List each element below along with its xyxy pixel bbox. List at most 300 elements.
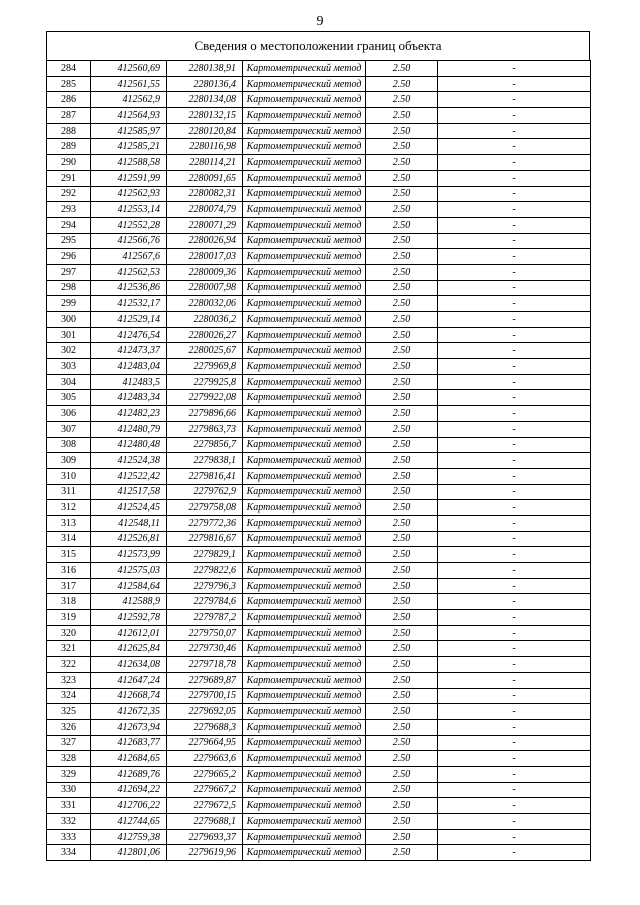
precision-cell: 2.50 (366, 563, 438, 579)
method-cell: Картометрический метод (243, 155, 366, 171)
x-coordinate-cell: 412585,97 (91, 123, 167, 139)
table-row (47, 327, 591, 343)
x-coordinate-cell: 412647,24 (91, 672, 167, 688)
point-number-cell: 303 (47, 359, 91, 375)
precision-cell: 2.50 (366, 735, 438, 751)
y-coordinate-cell: 2280138,91 (167, 61, 243, 77)
method-cell: Картометрический метод (243, 735, 366, 751)
table-row (47, 657, 591, 673)
description-cell: - (438, 343, 591, 359)
table-row (47, 437, 591, 453)
precision-cell: 2.50 (366, 76, 438, 92)
table-row (47, 829, 591, 845)
method-cell: Картометрический метод (243, 233, 366, 249)
y-coordinate-cell: 2279667,2 (167, 782, 243, 798)
x-coordinate-cell: 412575,03 (91, 563, 167, 579)
point-number-cell: 292 (47, 186, 91, 202)
y-coordinate-cell: 2279663,6 (167, 751, 243, 767)
method-cell: Картометрический метод (243, 641, 366, 657)
precision-cell: 2.50 (366, 123, 438, 139)
description-cell: - (438, 233, 591, 249)
method-cell: Картометрический метод (243, 390, 366, 406)
table-row (47, 139, 591, 155)
y-coordinate-cell: 2279787,2 (167, 610, 243, 626)
table-row (47, 578, 591, 594)
precision-cell: 2.50 (366, 641, 438, 657)
description-cell: - (438, 264, 591, 280)
description-cell: - (438, 814, 591, 830)
precision-cell: 2.50 (366, 327, 438, 343)
x-coordinate-cell: 412553,14 (91, 202, 167, 218)
table-row (47, 453, 591, 469)
x-coordinate-cell: 412517,58 (91, 484, 167, 500)
x-coordinate-cell: 412476,54 (91, 327, 167, 343)
method-cell: Картометрический метод (243, 374, 366, 390)
method-cell: Картометрический метод (243, 657, 366, 673)
precision-cell: 2.50 (366, 594, 438, 610)
description-cell: - (438, 672, 591, 688)
point-number-cell: 285 (47, 76, 91, 92)
x-coordinate-cell: 412482,23 (91, 406, 167, 422)
description-cell: - (438, 515, 591, 531)
point-number-cell: 319 (47, 610, 91, 626)
description-cell: - (438, 312, 591, 328)
y-coordinate-cell: 2279838,1 (167, 453, 243, 469)
method-cell: Картометрический метод (243, 719, 366, 735)
x-coordinate-cell: 412483,34 (91, 390, 167, 406)
precision-cell: 2.50 (366, 186, 438, 202)
x-coordinate-cell: 412483,5 (91, 374, 167, 390)
method-cell: Картометрический метод (243, 406, 366, 422)
point-number-cell: 287 (47, 108, 91, 124)
x-coordinate-cell: 412536,86 (91, 280, 167, 296)
table-row (47, 531, 591, 547)
y-coordinate-cell: 2280025,67 (167, 343, 243, 359)
method-cell: Картометрический метод (243, 437, 366, 453)
description-cell: - (438, 202, 591, 218)
method-cell: Картометрический метод (243, 61, 366, 77)
point-number-cell: 312 (47, 500, 91, 516)
precision-cell: 2.50 (366, 202, 438, 218)
description-cell: - (438, 249, 591, 265)
description-cell: - (438, 359, 591, 375)
x-coordinate-cell: 412673,94 (91, 719, 167, 735)
description-cell: - (438, 766, 591, 782)
description-cell: - (438, 735, 591, 751)
x-coordinate-cell: 412684,65 (91, 751, 167, 767)
table-row (47, 782, 591, 798)
y-coordinate-cell: 2280007,98 (167, 280, 243, 296)
description-cell: - (438, 123, 591, 139)
x-coordinate-cell: 412561,55 (91, 76, 167, 92)
method-cell: Картометрический метод (243, 845, 366, 861)
method-cell: Картометрический метод (243, 625, 366, 641)
coordinates-table (46, 60, 591, 861)
x-coordinate-cell: 412567,6 (91, 249, 167, 265)
point-number-cell: 284 (47, 61, 91, 77)
description-cell: - (438, 563, 591, 579)
method-cell: Картометрический метод (243, 515, 366, 531)
method-cell: Картометрический метод (243, 814, 366, 830)
point-number-cell: 293 (47, 202, 91, 218)
point-number-cell: 309 (47, 453, 91, 469)
point-number-cell: 333 (47, 829, 91, 845)
x-coordinate-cell: 412683,77 (91, 735, 167, 751)
description-cell: - (438, 170, 591, 186)
point-number-cell: 306 (47, 406, 91, 422)
method-cell: Картометрический метод (243, 108, 366, 124)
x-coordinate-cell: 412612,01 (91, 625, 167, 641)
table-row (47, 641, 591, 657)
table-row (47, 406, 591, 422)
y-coordinate-cell: 2279922,08 (167, 390, 243, 406)
precision-cell: 2.50 (366, 374, 438, 390)
description-cell: - (438, 61, 591, 77)
precision-cell: 2.50 (366, 453, 438, 469)
table-row (47, 280, 591, 296)
precision-cell: 2.50 (366, 233, 438, 249)
point-number-cell: 300 (47, 312, 91, 328)
point-number-cell: 299 (47, 296, 91, 312)
table-row (47, 547, 591, 563)
x-coordinate-cell: 412532,17 (91, 296, 167, 312)
precision-cell: 2.50 (366, 108, 438, 124)
method-cell: Картометрический метод (243, 563, 366, 579)
y-coordinate-cell: 2280017,03 (167, 249, 243, 265)
y-coordinate-cell: 2280134,08 (167, 92, 243, 108)
x-coordinate-cell: 412591,99 (91, 170, 167, 186)
description-cell: - (438, 782, 591, 798)
method-cell: Картометрический метод (243, 421, 366, 437)
description-cell: - (438, 625, 591, 641)
x-coordinate-cell: 412634,08 (91, 657, 167, 673)
point-number-cell: 305 (47, 390, 91, 406)
point-number-cell: 290 (47, 155, 91, 171)
precision-cell: 2.50 (366, 264, 438, 280)
y-coordinate-cell: 2280114,21 (167, 155, 243, 171)
y-coordinate-cell: 2279758,08 (167, 500, 243, 516)
x-coordinate-cell: 412562,53 (91, 264, 167, 280)
table-row (47, 390, 591, 406)
x-coordinate-cell: 412672,35 (91, 704, 167, 720)
y-coordinate-cell: 2279784,6 (167, 594, 243, 610)
precision-cell: 2.50 (366, 625, 438, 641)
table-row (47, 249, 591, 265)
method-cell: Картометрический метод (243, 139, 366, 155)
point-number-cell: 321 (47, 641, 91, 657)
precision-cell: 2.50 (366, 249, 438, 265)
point-number-cell: 317 (47, 578, 91, 594)
precision-cell: 2.50 (366, 672, 438, 688)
description-cell: - (438, 547, 591, 563)
point-number-cell: 325 (47, 704, 91, 720)
table-row (47, 92, 591, 108)
x-coordinate-cell: 412552,28 (91, 217, 167, 233)
x-coordinate-cell: 412524,38 (91, 453, 167, 469)
method-cell: Картометрический метод (243, 280, 366, 296)
x-coordinate-cell: 412592,78 (91, 610, 167, 626)
description-cell: - (438, 217, 591, 233)
precision-cell: 2.50 (366, 782, 438, 798)
description-cell: - (438, 594, 591, 610)
point-number-cell: 294 (47, 217, 91, 233)
method-cell: Картометрический метод (243, 578, 366, 594)
method-cell: Картометрический метод (243, 531, 366, 547)
table-row (47, 61, 591, 77)
x-coordinate-cell: 412473,37 (91, 343, 167, 359)
method-cell: Картометрический метод (243, 704, 366, 720)
precision-cell: 2.50 (366, 688, 438, 704)
point-number-cell: 304 (47, 374, 91, 390)
precision-cell: 2.50 (366, 610, 438, 626)
y-coordinate-cell: 2279925,8 (167, 374, 243, 390)
point-number-cell: 329 (47, 766, 91, 782)
precision-cell: 2.50 (366, 751, 438, 767)
y-coordinate-cell: 2279688,1 (167, 814, 243, 830)
description-cell: - (438, 296, 591, 312)
description-cell: - (438, 139, 591, 155)
description-cell: - (438, 829, 591, 845)
method-cell: Картометрический метод (243, 547, 366, 563)
method-cell: Картометрический метод (243, 766, 366, 782)
y-coordinate-cell: 2279856,7 (167, 437, 243, 453)
method-cell: Картометрический метод (243, 594, 366, 610)
description-cell: - (438, 500, 591, 516)
point-number-cell: 313 (47, 515, 91, 531)
table-row (47, 468, 591, 484)
description-cell: - (438, 719, 591, 735)
x-coordinate-cell: 412625,84 (91, 641, 167, 657)
description-cell: - (438, 688, 591, 704)
table-row (47, 108, 591, 124)
description-cell: - (438, 437, 591, 453)
x-coordinate-cell: 412526,81 (91, 531, 167, 547)
method-cell: Картометрический метод (243, 672, 366, 688)
precision-cell: 2.50 (366, 829, 438, 845)
description-cell: - (438, 641, 591, 657)
x-coordinate-cell: 412560,69 (91, 61, 167, 77)
description-cell: - (438, 484, 591, 500)
x-coordinate-cell: 412562,93 (91, 186, 167, 202)
point-number-cell: 296 (47, 249, 91, 265)
method-cell: Картометрический метод (243, 359, 366, 375)
precision-cell: 2.50 (366, 217, 438, 233)
x-coordinate-cell: 412759,38 (91, 829, 167, 845)
y-coordinate-cell: 2280026,94 (167, 233, 243, 249)
description-cell: - (438, 76, 591, 92)
table-row (47, 563, 591, 579)
precision-cell: 2.50 (366, 531, 438, 547)
table-row (47, 594, 591, 610)
y-coordinate-cell: 2279816,41 (167, 468, 243, 484)
x-coordinate-cell: 412529,14 (91, 312, 167, 328)
y-coordinate-cell: 2280074,79 (167, 202, 243, 218)
precision-cell: 2.50 (366, 719, 438, 735)
table-row (47, 515, 591, 531)
y-coordinate-cell: 2279750,07 (167, 625, 243, 641)
table-row (47, 202, 591, 218)
y-coordinate-cell: 2280116,98 (167, 139, 243, 155)
point-number-cell: 310 (47, 468, 91, 484)
x-coordinate-cell: 412548,11 (91, 515, 167, 531)
precision-cell: 2.50 (366, 578, 438, 594)
x-coordinate-cell: 412480,79 (91, 421, 167, 437)
method-cell: Картометрический метод (243, 264, 366, 280)
y-coordinate-cell: 2279718,78 (167, 657, 243, 673)
page-number: 9 (316, 14, 324, 29)
method-cell: Картометрический метод (243, 123, 366, 139)
point-number-cell: 286 (47, 92, 91, 108)
y-coordinate-cell: 2280036,2 (167, 312, 243, 328)
y-coordinate-cell: 2279772,36 (167, 515, 243, 531)
method-cell: Картометрический метод (243, 829, 366, 845)
method-cell: Картометрический метод (243, 249, 366, 265)
y-coordinate-cell: 2279822,6 (167, 563, 243, 579)
description-cell: - (438, 92, 591, 108)
table-row (47, 296, 591, 312)
y-coordinate-cell: 2279692,05 (167, 704, 243, 720)
method-cell: Картометрический метод (243, 468, 366, 484)
precision-cell: 2.50 (366, 766, 438, 782)
description-cell: - (438, 421, 591, 437)
method-cell: Картометрический метод (243, 484, 366, 500)
precision-cell: 2.50 (366, 500, 438, 516)
y-coordinate-cell: 2279619,96 (167, 845, 243, 861)
y-coordinate-cell: 2279796,3 (167, 578, 243, 594)
method-cell: Картометрический метод (243, 751, 366, 767)
precision-cell: 2.50 (366, 657, 438, 673)
table-row (47, 421, 591, 437)
method-cell: Картометрический метод (243, 202, 366, 218)
x-coordinate-cell: 412694,22 (91, 782, 167, 798)
point-number-cell: 318 (47, 594, 91, 610)
description-cell: - (438, 657, 591, 673)
x-coordinate-cell: 412483,04 (91, 359, 167, 375)
point-number-cell: 288 (47, 123, 91, 139)
y-coordinate-cell: 2279816,67 (167, 531, 243, 547)
description-cell: - (438, 406, 591, 422)
y-coordinate-cell: 2280120,84 (167, 123, 243, 139)
point-number-cell: 334 (47, 845, 91, 861)
table-row (47, 359, 591, 375)
precision-cell: 2.50 (366, 704, 438, 720)
precision-cell: 2.50 (366, 155, 438, 171)
description-cell: - (438, 108, 591, 124)
table-row (47, 814, 591, 830)
precision-cell: 2.50 (366, 170, 438, 186)
point-number-cell: 322 (47, 657, 91, 673)
table-row (47, 500, 591, 516)
description-cell: - (438, 751, 591, 767)
y-coordinate-cell: 2280071,29 (167, 217, 243, 233)
y-coordinate-cell: 2279730,46 (167, 641, 243, 657)
description-cell: - (438, 845, 591, 861)
table-title: Сведения о местоположении границ объекта (46, 31, 590, 60)
table-row (47, 751, 591, 767)
point-number-cell: 302 (47, 343, 91, 359)
precision-cell: 2.50 (366, 280, 438, 296)
y-coordinate-cell: 2279665,2 (167, 766, 243, 782)
x-coordinate-cell: 412584,64 (91, 578, 167, 594)
table-row (47, 312, 591, 328)
method-cell: Картометрический метод (243, 782, 366, 798)
y-coordinate-cell: 2279969,8 (167, 359, 243, 375)
table-row (47, 845, 591, 861)
description-cell: - (438, 468, 591, 484)
description-cell: - (438, 186, 591, 202)
y-coordinate-cell: 2279664,95 (167, 735, 243, 751)
point-number-cell: 331 (47, 798, 91, 814)
table-row (47, 484, 591, 500)
y-coordinate-cell: 2279700,15 (167, 688, 243, 704)
point-number-cell: 314 (47, 531, 91, 547)
precision-cell: 2.50 (366, 547, 438, 563)
precision-cell: 2.50 (366, 814, 438, 830)
table-row (47, 123, 591, 139)
method-cell: Картометрический метод (243, 343, 366, 359)
precision-cell: 2.50 (366, 437, 438, 453)
description-cell: - (438, 280, 591, 296)
point-number-cell: 301 (47, 327, 91, 343)
precision-cell: 2.50 (366, 798, 438, 814)
description-cell: - (438, 610, 591, 626)
x-coordinate-cell: 412480,48 (91, 437, 167, 453)
method-cell: Картометрический метод (243, 453, 366, 469)
y-coordinate-cell: 2280082,31 (167, 186, 243, 202)
x-coordinate-cell: 412524,45 (91, 500, 167, 516)
y-coordinate-cell: 2279829,1 (167, 547, 243, 563)
table-row (47, 217, 591, 233)
point-number-cell: 291 (47, 170, 91, 186)
precision-cell: 2.50 (366, 845, 438, 861)
y-coordinate-cell: 2280132,15 (167, 108, 243, 124)
description-cell: - (438, 578, 591, 594)
point-number-cell: 323 (47, 672, 91, 688)
table-row (47, 766, 591, 782)
method-cell: Картометрический метод (243, 798, 366, 814)
table-row (47, 704, 591, 720)
point-number-cell: 297 (47, 264, 91, 280)
y-coordinate-cell: 2279672,5 (167, 798, 243, 814)
x-coordinate-cell: 412689,76 (91, 766, 167, 782)
description-cell: - (438, 155, 591, 171)
coordinates-table-body (47, 61, 591, 861)
x-coordinate-cell: 412562,9 (91, 92, 167, 108)
precision-cell: 2.50 (366, 312, 438, 328)
point-number-cell: 295 (47, 233, 91, 249)
table-row (47, 672, 591, 688)
point-number-cell: 316 (47, 563, 91, 579)
boundary-table-sheet (46, 31, 590, 861)
precision-cell: 2.50 (366, 139, 438, 155)
y-coordinate-cell: 2279693,37 (167, 829, 243, 845)
point-number-cell: 327 (47, 735, 91, 751)
precision-cell: 2.50 (366, 296, 438, 312)
x-coordinate-cell: 412573,99 (91, 547, 167, 563)
y-coordinate-cell: 2280136,4 (167, 76, 243, 92)
description-cell: - (438, 327, 591, 343)
x-coordinate-cell: 412744,65 (91, 814, 167, 830)
y-coordinate-cell: 2280009,36 (167, 264, 243, 280)
point-number-cell: 311 (47, 484, 91, 500)
point-number-cell: 307 (47, 421, 91, 437)
method-cell: Картометрический метод (243, 688, 366, 704)
method-cell: Картометрический метод (243, 327, 366, 343)
y-coordinate-cell: 2279896,66 (167, 406, 243, 422)
x-coordinate-cell: 412585,21 (91, 139, 167, 155)
description-cell: - (438, 374, 591, 390)
table-row (47, 610, 591, 626)
